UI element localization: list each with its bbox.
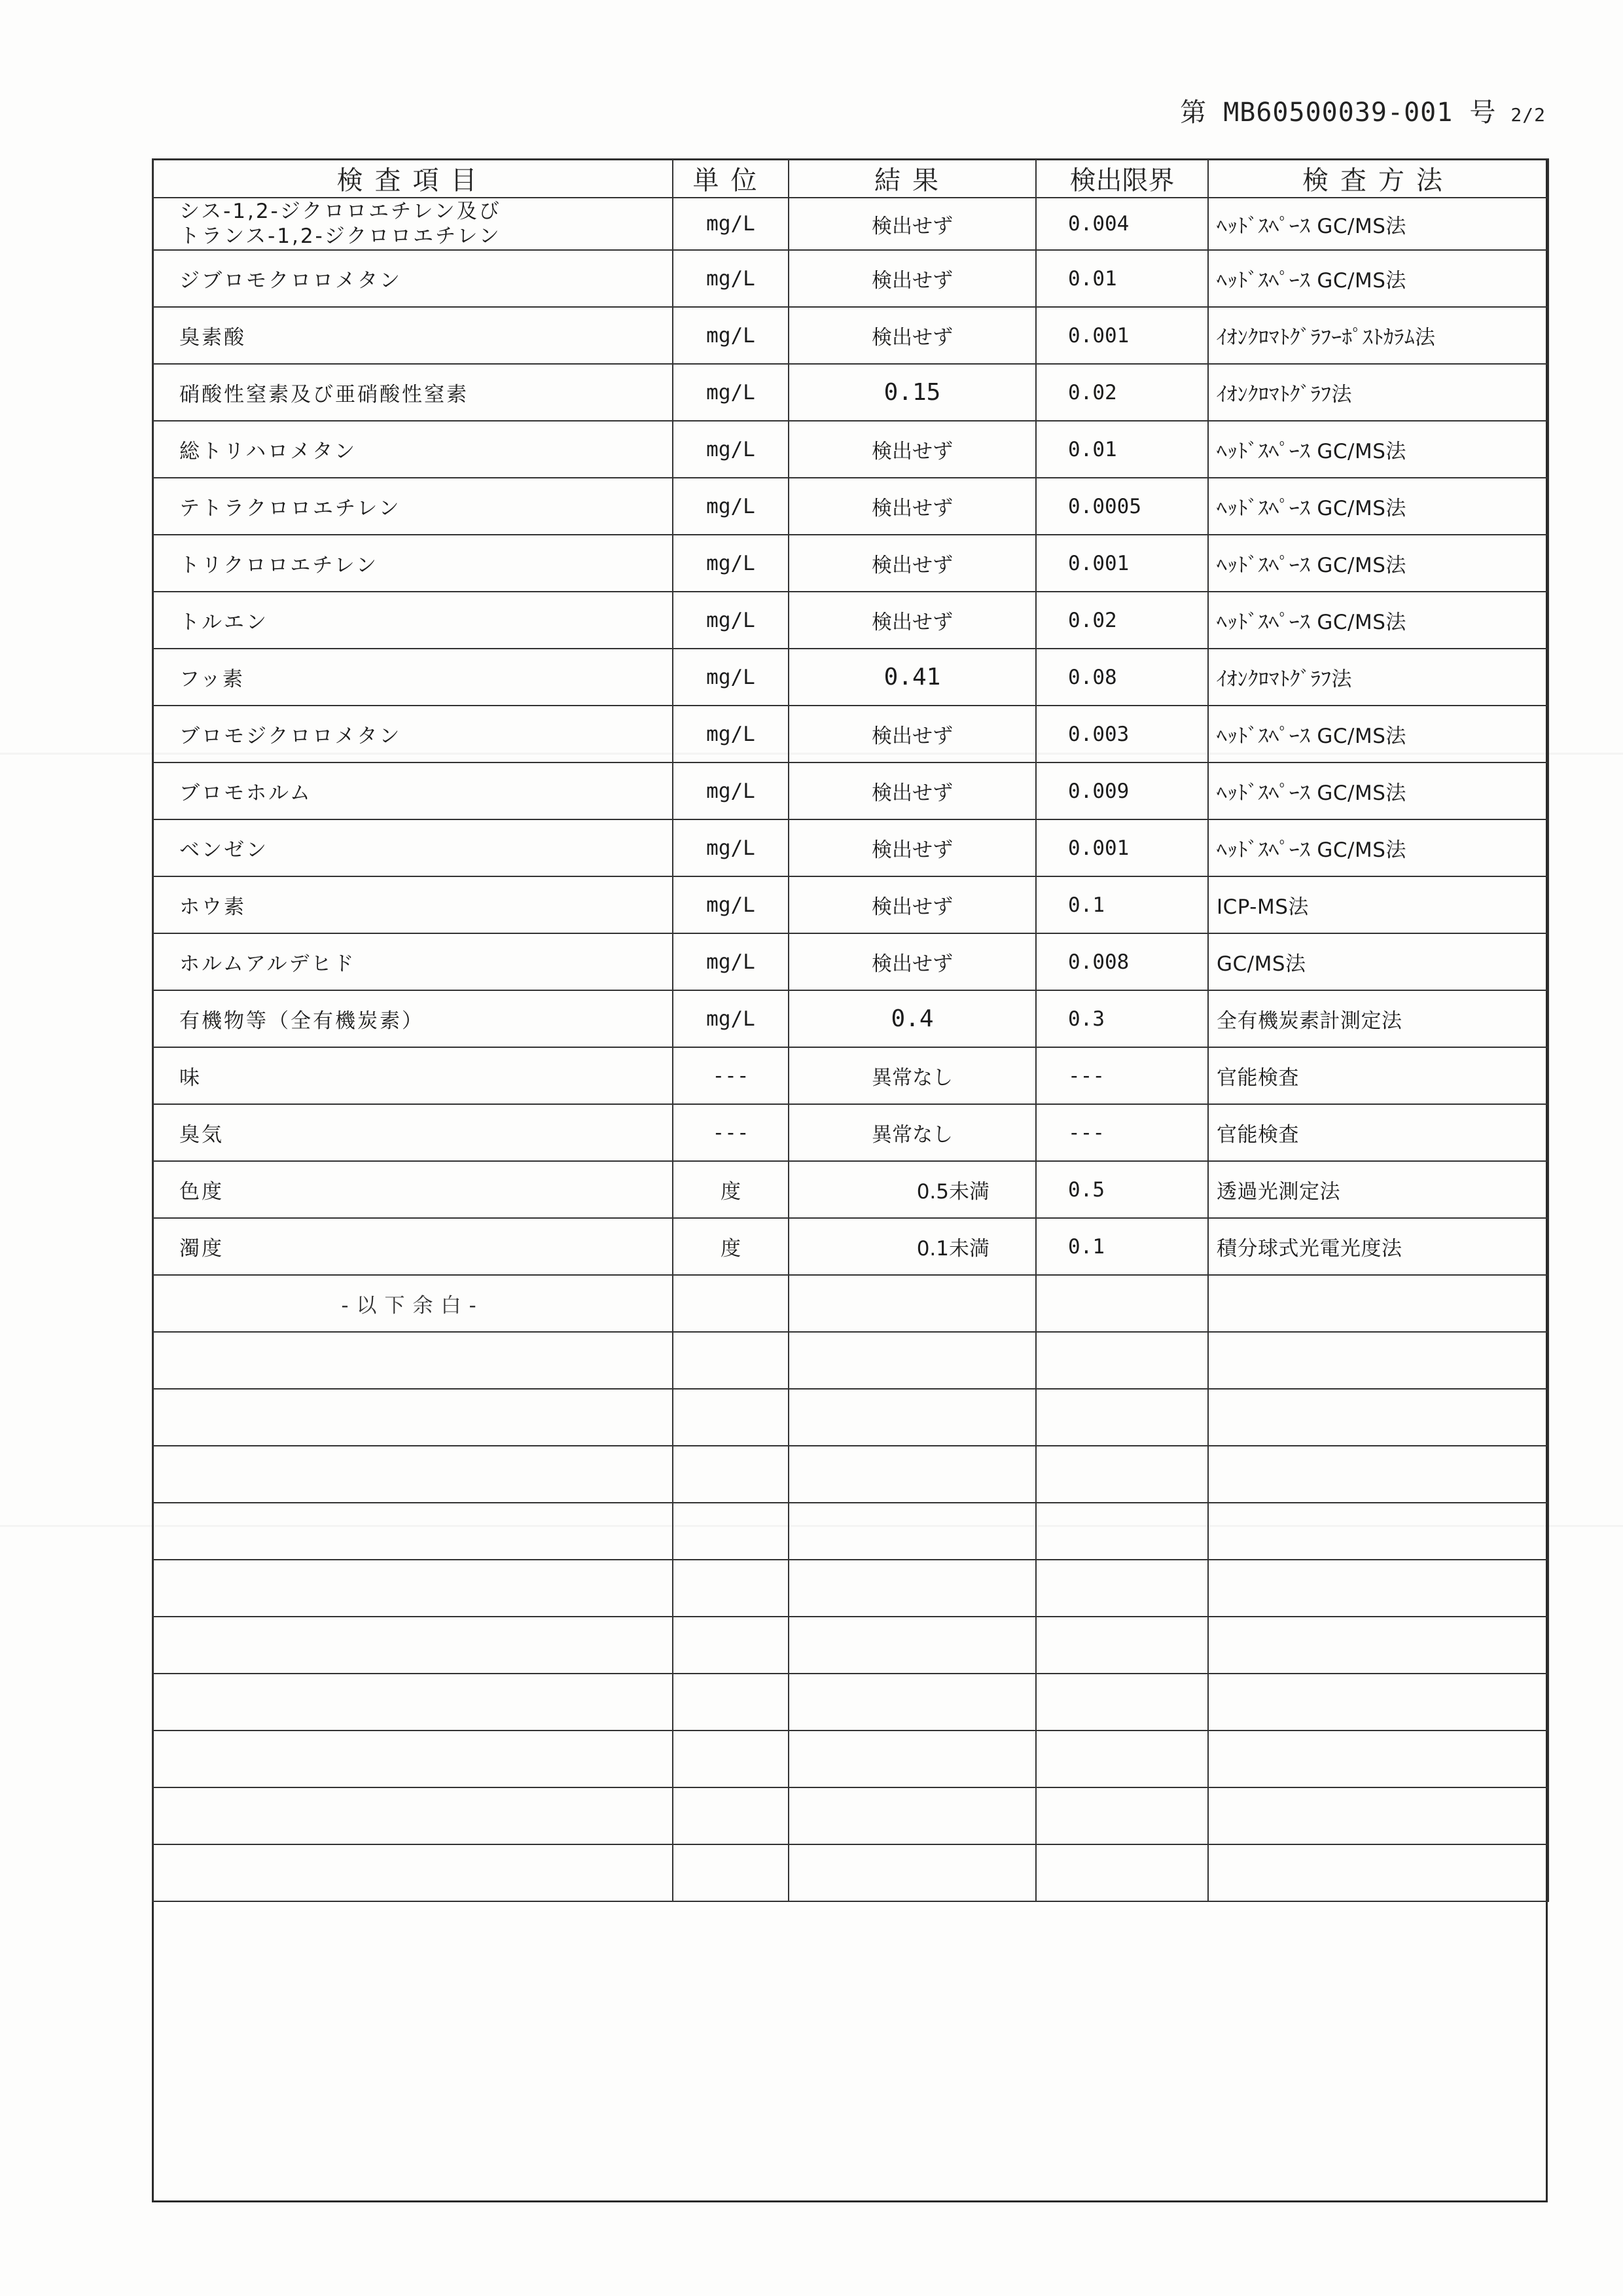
empty-row: [152, 1731, 1548, 1787]
detection-limit-cell: 0.009: [1036, 762, 1208, 819]
result-cell: 検出せず: [789, 198, 1036, 250]
empty-cell: [1036, 1446, 1208, 1503]
item-cell: ベンゼン: [152, 819, 673, 876]
table-row: [152, 198, 1548, 250]
empty-cell: [152, 1674, 673, 1731]
empty-cell: [789, 1560, 1036, 1617]
table-row: [152, 1161, 1548, 1218]
table-row: [152, 933, 1548, 990]
empty-cell: [789, 1503, 1036, 1560]
empty-cell: [152, 1332, 673, 1389]
result-cell: 検出せず: [789, 535, 1036, 592]
empty-cell: [1036, 1275, 1208, 1332]
result-cell: 検出せず: [789, 421, 1036, 478]
empty-cell: [673, 1731, 789, 1787]
result-cell: 検出せず: [789, 478, 1036, 535]
unit-cell: mg/L: [673, 421, 789, 478]
unit-cell: mg/L: [673, 819, 789, 876]
unit-cell: mg/L: [673, 478, 789, 535]
method-cell: 全有機炭素計測定法: [1208, 990, 1548, 1047]
method-cell: ｲｵﾝｸﾛﾏﾄｸﾞﾗﾌｰﾎﾟｽﾄｶﾗﾑ法: [1208, 307, 1548, 364]
method-cell: ﾍｯﾄﾞｽﾍﾟｰｽ GC/MS法: [1208, 421, 1548, 478]
unit-cell: mg/L: [673, 649, 789, 706]
empty-cell: [1208, 1787, 1548, 1844]
empty-row: [152, 1560, 1548, 1617]
detection-limit-cell: 0.001: [1036, 819, 1208, 876]
item-cell: ブロモホルム: [152, 762, 673, 819]
item-cell: シス-1,2-ジクロロエチレン及び トランス-1,2-ジクロロエチレン: [152, 198, 673, 250]
empty-cell: [789, 1446, 1036, 1503]
result-cell: 検出せず: [789, 592, 1036, 649]
table-row: [152, 990, 1548, 1047]
empty-cell: [789, 1844, 1036, 1901]
end-remark-row: [152, 1275, 1548, 1332]
table-row: [152, 1104, 1548, 1161]
header-limit: 検出限界: [1036, 159, 1208, 198]
item-cell: トルエン: [152, 592, 673, 649]
empty-cell: [152, 1787, 673, 1844]
empty-cell: [1036, 1332, 1208, 1389]
table-row: [152, 421, 1548, 478]
item-cell: トリクロロエチレン: [152, 535, 673, 592]
table-row: [152, 1218, 1548, 1275]
detection-limit-cell: 0.1: [1036, 876, 1208, 933]
unit-cell: mg/L: [673, 307, 789, 364]
method-cell: ｲｵﾝｸﾛﾏﾄｸﾞﾗﾌ法: [1208, 364, 1548, 421]
unit-cell: mg/L: [673, 990, 789, 1047]
empty-cell: [789, 1389, 1036, 1446]
result-cell: 0.5未満: [789, 1161, 1036, 1218]
detection-limit-cell: 0.1: [1036, 1218, 1208, 1275]
page-indicator: 2/2: [1510, 104, 1546, 126]
item-cell: ブロモジクロロメタン: [152, 706, 673, 762]
item-cell: 硝酸性窒素及び亜硝酸性窒素: [152, 364, 673, 421]
table-row: [152, 762, 1548, 819]
empty-cell: [789, 1332, 1036, 1389]
empty-cell: [152, 1446, 673, 1503]
empty-cell: [1036, 1731, 1208, 1787]
header-unit: 単位: [673, 159, 789, 198]
table-row: [152, 876, 1548, 933]
header-result: 結果: [789, 159, 1036, 198]
table-row: [152, 478, 1548, 535]
result-cell: 0.4: [789, 990, 1036, 1047]
table-row: [152, 592, 1548, 649]
result-cell: 検出せず: [789, 307, 1036, 364]
method-cell: 官能検査: [1208, 1104, 1548, 1161]
table-row: [152, 364, 1548, 421]
empty-cell: [152, 1503, 673, 1560]
results-table: [152, 158, 1549, 1902]
result-cell: 異常なし: [789, 1104, 1036, 1161]
unit-cell: mg/L: [673, 198, 789, 250]
detection-limit-cell: 0.004: [1036, 198, 1208, 250]
header-item: 検査項目: [152, 159, 673, 198]
empty-cell: [673, 1275, 789, 1332]
table-row: [152, 706, 1548, 762]
unit-cell: mg/L: [673, 535, 789, 592]
empty-row: [152, 1674, 1548, 1731]
item-cell: 有機物等（全有機炭素）: [152, 990, 673, 1047]
detection-limit-cell: ---: [1036, 1104, 1208, 1161]
table-row: [152, 250, 1548, 307]
unit-cell: mg/L: [673, 706, 789, 762]
method-cell: 透過光測定法: [1208, 1161, 1548, 1218]
unit-cell: ---: [673, 1104, 789, 1161]
detection-limit-cell: 0.3: [1036, 990, 1208, 1047]
detection-limit-cell: 0.008: [1036, 933, 1208, 990]
method-cell: GC/MS法: [1208, 933, 1548, 990]
empty-cell: [1036, 1560, 1208, 1617]
item-cell: 色度: [152, 1161, 673, 1218]
method-cell: ICP-MS法: [1208, 876, 1548, 933]
method-cell: ﾍｯﾄﾞｽﾍﾟｰｽ GC/MS法: [1208, 478, 1548, 535]
detection-limit-cell: 0.01: [1036, 250, 1208, 307]
empty-cell: [152, 1389, 673, 1446]
empty-row: [152, 1503, 1548, 1560]
detection-limit-cell: 0.02: [1036, 364, 1208, 421]
table-row: [152, 307, 1548, 364]
empty-cell: [152, 1731, 673, 1787]
empty-cell: [789, 1275, 1036, 1332]
unit-cell: mg/L: [673, 933, 789, 990]
result-cell: 検出せず: [789, 762, 1036, 819]
empty-cell: [152, 1560, 673, 1617]
empty-cell: [1208, 1503, 1548, 1560]
document-number: [1180, 92, 1546, 129]
empty-cell: [1036, 1674, 1208, 1731]
item-cell: フッ素: [152, 649, 673, 706]
method-cell: ﾍｯﾄﾞｽﾍﾟｰｽ GC/MS法: [1208, 819, 1548, 876]
unit-cell: 度: [673, 1218, 789, 1275]
method-cell: ﾍｯﾄﾞｽﾍﾟｰｽ GC/MS法: [1208, 535, 1548, 592]
unit-cell: mg/L: [673, 762, 789, 819]
empty-cell: [1036, 1503, 1208, 1560]
unit-cell: mg/L: [673, 592, 789, 649]
empty-cell: [1036, 1389, 1208, 1446]
item-cell: 総トリハロメタン: [152, 421, 673, 478]
item-cell: 濁度: [152, 1218, 673, 1275]
empty-cell: [152, 1844, 673, 1901]
table-row: [152, 1047, 1548, 1104]
result-cell: 0.41: [789, 649, 1036, 706]
item-cell: ホルムアルデヒド: [152, 933, 673, 990]
detection-limit-cell: 0.003: [1036, 706, 1208, 762]
unit-cell: mg/L: [673, 364, 789, 421]
detection-limit-cell: ---: [1036, 1047, 1208, 1104]
empty-cell: [1208, 1674, 1548, 1731]
empty-cell: [789, 1674, 1036, 1731]
empty-cell: [1036, 1787, 1208, 1844]
method-cell: ﾍｯﾄﾞｽﾍﾟｰｽ GC/MS法: [1208, 592, 1548, 649]
empty-row: [152, 1389, 1548, 1446]
empty-row: [152, 1617, 1548, 1674]
detection-limit-cell: 0.0005: [1036, 478, 1208, 535]
result-cell: 異常なし: [789, 1047, 1036, 1104]
method-cell: 官能検査: [1208, 1047, 1548, 1104]
result-cell: 検出せず: [789, 876, 1036, 933]
table-row: [152, 819, 1548, 876]
empty-cell: [1208, 1617, 1548, 1674]
detection-limit-cell: 0.001: [1036, 307, 1208, 364]
item-cell: ホウ素: [152, 876, 673, 933]
unit-cell: mg/L: [673, 250, 789, 307]
empty-cell: [1208, 1731, 1548, 1787]
item-cell: 味: [152, 1047, 673, 1104]
method-cell: ﾍｯﾄﾞｽﾍﾟｰｽ GC/MS法: [1208, 250, 1548, 307]
empty-cell: [1208, 1275, 1548, 1332]
item-cell: 臭気: [152, 1104, 673, 1161]
unit-cell: ---: [673, 1047, 789, 1104]
empty-cell: [789, 1617, 1036, 1674]
empty-cell: [1208, 1389, 1548, 1446]
empty-cell: [1208, 1844, 1548, 1901]
empty-row: [152, 1787, 1548, 1844]
detection-limit-cell: 0.02: [1036, 592, 1208, 649]
empty-cell: [673, 1503, 789, 1560]
empty-row: [152, 1332, 1548, 1389]
empty-cell: [673, 1787, 789, 1844]
table-row: [152, 535, 1548, 592]
result-cell: 検出せず: [789, 250, 1036, 307]
empty-cell: [152, 1617, 673, 1674]
method-cell: ｲｵﾝｸﾛﾏﾄｸﾞﾗﾌ法: [1208, 649, 1548, 706]
empty-cell: [1208, 1560, 1548, 1617]
empty-cell: [789, 1731, 1036, 1787]
result-cell: 0.15: [789, 364, 1036, 421]
empty-cell: [1036, 1617, 1208, 1674]
empty-cell: [673, 1389, 789, 1446]
method-cell: ﾍｯﾄﾞｽﾍﾟｰｽ GC/MS法: [1208, 706, 1548, 762]
empty-cell: [673, 1446, 789, 1503]
result-cell: 0.1未満: [789, 1218, 1036, 1275]
detection-limit-cell: 0.001: [1036, 535, 1208, 592]
empty-cell: [1036, 1844, 1208, 1901]
result-cell: 検出せず: [789, 706, 1036, 762]
unit-cell: mg/L: [673, 876, 789, 933]
empty-cell: [673, 1617, 789, 1674]
detection-limit-cell: 0.01: [1036, 421, 1208, 478]
item-cell: テトラクロロエチレン: [152, 478, 673, 535]
empty-cell: [673, 1844, 789, 1901]
empty-cell: [673, 1560, 789, 1617]
item-cell: 臭素酸: [152, 307, 673, 364]
empty-cell: [1208, 1446, 1548, 1503]
unit-cell: 度: [673, 1161, 789, 1218]
table-header-row: [152, 159, 1548, 198]
method-cell: 積分球式光電光度法: [1208, 1218, 1548, 1275]
empty-row: [152, 1844, 1548, 1901]
method-cell: ﾍｯﾄﾞｽﾍﾟｰｽ GC/MS法: [1208, 762, 1548, 819]
empty-cell: [1208, 1332, 1548, 1389]
document-number-text: 第 MB60500039-001 号: [1180, 98, 1497, 128]
result-cell: 検出せず: [789, 933, 1036, 990]
header-method: 検査方法: [1208, 159, 1548, 198]
detection-limit-cell: 0.5: [1036, 1161, 1208, 1218]
result-cell: 検出せず: [789, 819, 1036, 876]
table-row: [152, 649, 1548, 706]
empty-row: [152, 1446, 1548, 1503]
detection-limit-cell: 0.08: [1036, 649, 1208, 706]
item-cell: ジブロモクロロメタン: [152, 250, 673, 307]
empty-cell: [673, 1332, 789, 1389]
empty-cell: [673, 1674, 789, 1731]
empty-cell: [789, 1787, 1036, 1844]
end-remark: -以下余白-: [152, 1275, 673, 1332]
method-cell: ﾍｯﾄﾞｽﾍﾟｰｽ GC/MS法: [1208, 198, 1548, 250]
